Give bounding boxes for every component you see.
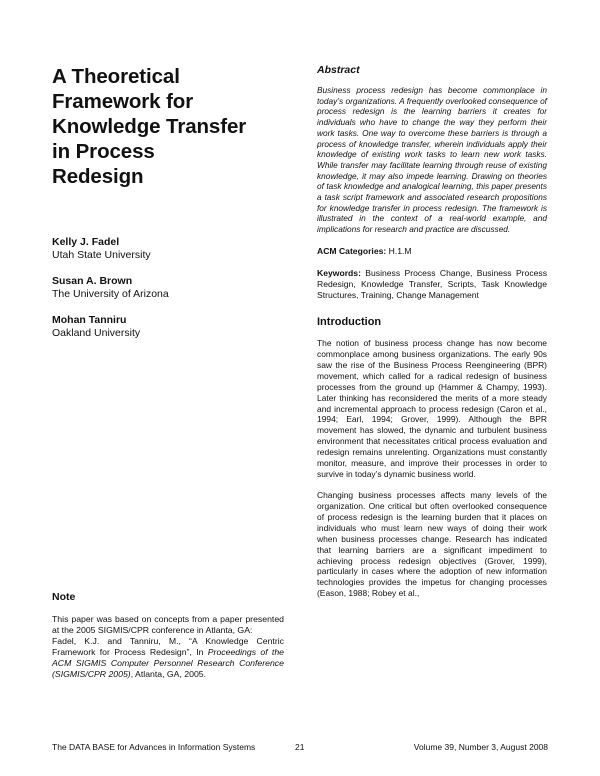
author-name: Kelly J. Fadel xyxy=(52,236,120,248)
title-line: in Process xyxy=(52,140,155,163)
author-block xyxy=(52,236,284,262)
note-citation xyxy=(52,636,284,680)
footer-journal: The DATA BASE for Advances in Information Systems xyxy=(52,742,256,752)
author-affiliation: Utah State University xyxy=(52,249,151,261)
title-line: A Theoretical xyxy=(52,65,180,88)
note-paragraph: This paper was based on concepts from a paper presented at the 2005 SIGMIS/CPR conference in Atlanta, GA: xyxy=(52,614,284,635)
footer-page-number: 21 xyxy=(295,742,305,752)
note-heading: Note xyxy=(52,591,76,603)
title-line: Redesign xyxy=(52,165,144,188)
acm-value: H.1.M xyxy=(386,245,412,256)
note-section xyxy=(52,591,284,679)
abstract-heading: Abstract xyxy=(317,64,360,76)
paper-title xyxy=(52,64,284,189)
citation-text: Fadel, K.J. and Tanniru, M., “A Knowledge Centric Framework for Process Redesign”, In xyxy=(52,635,284,657)
title-line: Framework for xyxy=(52,90,194,113)
keywords xyxy=(317,268,547,301)
introduction-paragraph: Changing business processes affects many levels of the organization. One critical but often overlooked consequence of process redesign is the learning burden that it places on individuals who must learn new ways of doing their work when business processes change. Research has indicated that learning barriers are a significant impediment to achieving process redesign objectives (Grover, 1999), particularly in cases where the adoption of new information technologies provides the impetus for changing processes (Eason, 1988; Robey et al., xyxy=(317,490,547,599)
author-affiliation: Oakland University xyxy=(52,327,141,339)
abstract-text: Business process redesign has become commonplace in today’s organizations. A frequently overlooked consequence of process redesign is the learning barriers it creates for individuals who have to change the way they perform their work tasks. One way to overcome these barriers is through a process of knowledge transfer, wherein individuals apply their knowledge of existing work tasks to learn new work tasks. While transfer may facilitate learning through reuse of existing knowledge, it may also impede learning. Drawing on theories of task knowledge and analogical learning, this paper presents a task script framework and associated research propositions for knowledge transfer in process redesign. The framework is illustrated in the context of a real-world example, and implications for research and practice are discussed. xyxy=(317,85,547,235)
acm-categories xyxy=(317,246,547,257)
acm-label: ACM Categories: xyxy=(317,245,387,256)
title-line: Knowledge Transfer xyxy=(52,115,247,138)
author-block xyxy=(52,314,284,340)
author-name: Mohan Tanniru xyxy=(52,314,127,326)
right-column xyxy=(317,64,547,599)
author-name: Susan A. Brown xyxy=(52,275,133,287)
introduction-paragraph: The notion of business process change has now become commonplace among business organizations. The early 90s saw the rise of the Business Process Reengineering (BPR) movement, which called for a radical redesign of business processes from the ground up (Hammer & Champy, 1993). Later thinking has reconsidered the merits of a more steady and incremental approach to process redesign (Caron et al., 1994; Earl, 1994; Grover, 1999). Although the BPR movement has slowed, the dynamic and turbulent business environment that necessitates critical process evaluation and redesign remains unrelenting. Organizations must constantly monitor, measure, and improve their processes in order to survive in today’s dynamic business world. xyxy=(317,338,547,479)
keywords-label: Keywords: xyxy=(317,267,361,278)
keywords-value: Business Process Change, Business Process Redesign, Knowledge Transfer, Scripts, Task Knowledge Structures, Training, Change Management xyxy=(317,267,547,300)
footer-volume: Volume 39, Number 3, August 2008 xyxy=(413,742,548,752)
author-affiliation: The University of Arizona xyxy=(52,288,169,300)
left-column xyxy=(52,64,284,340)
citation-proceedings: Proceedings of the ACM SIGMIS Computer Personnel Research Conference (SIGMIS/CPR 2005) xyxy=(52,646,284,679)
citation-text: , Atlanta, GA, 2005. xyxy=(130,668,207,679)
author-block xyxy=(52,275,284,301)
introduction-heading: Introduction xyxy=(317,316,382,329)
